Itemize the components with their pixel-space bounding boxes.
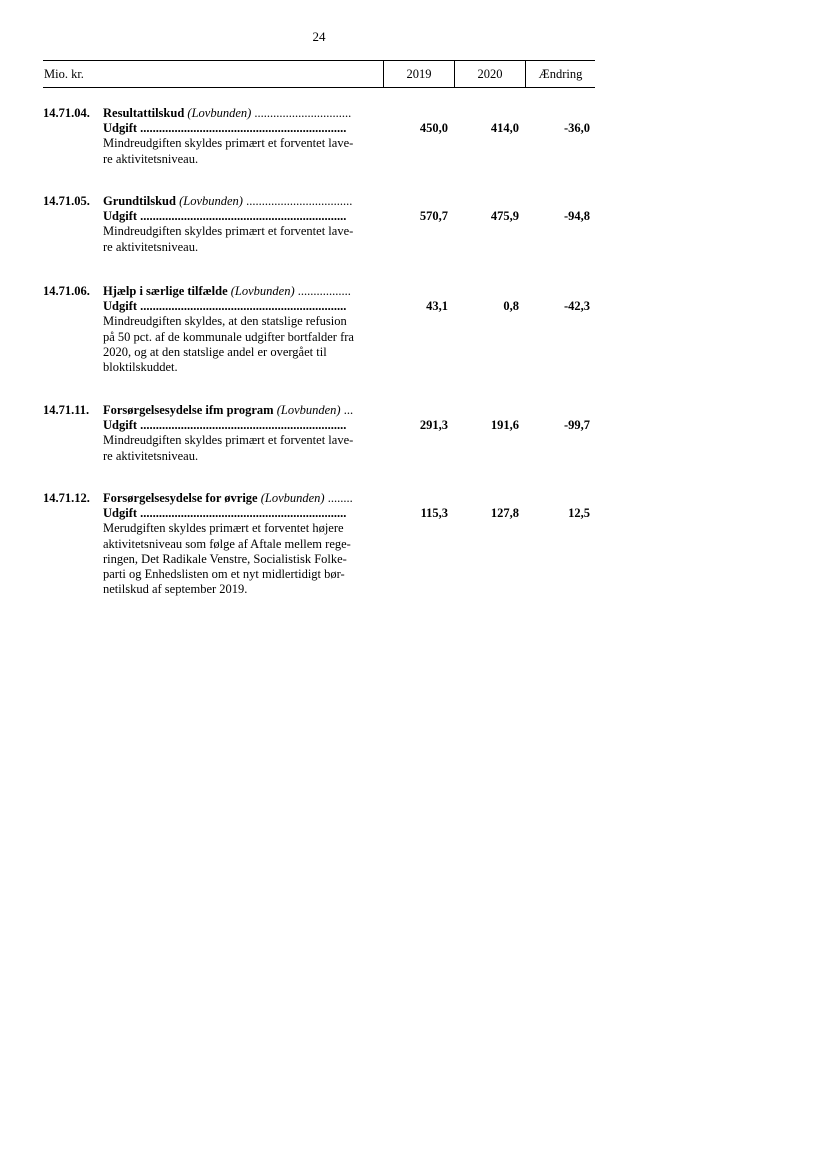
- entry-title-text: Hjælp i særlige tilfælde: [103, 284, 228, 298]
- udgift-line: [103, 209, 383, 224]
- note-row: [43, 330, 603, 345]
- indent-spacer: [43, 136, 103, 151]
- entry-title-row: [43, 106, 603, 121]
- udgift-label: Udgift: [103, 121, 138, 136]
- leader-dots: ..................................................................: [137, 209, 347, 224]
- note-row: [43, 345, 603, 360]
- udgift-label: Udgift: [103, 418, 138, 433]
- column-header-2020: 2020: [454, 61, 525, 87]
- indent-spacer: [43, 224, 103, 239]
- budget-entry: [43, 491, 603, 597]
- note-row: [43, 552, 603, 567]
- indent-spacer: [43, 345, 103, 360]
- table-header: [43, 60, 595, 88]
- column-header-change: Ændring: [525, 61, 595, 87]
- explanatory-note-line: Mindreudgiften skyldes, at den statslige refusion: [103, 314, 347, 329]
- entry-qualifier: (Lovbunden): [179, 194, 243, 208]
- value-2020: 191,6: [490, 418, 519, 433]
- explanatory-note-line: Mindreudgiften skyldes primært et forventet lave-: [103, 136, 354, 151]
- indent-spacer: [43, 360, 103, 375]
- value-2020: 0,8: [503, 299, 519, 314]
- value-2019: 291,3: [419, 418, 448, 433]
- entry-title: [103, 194, 383, 209]
- value-2020: 127,8: [490, 506, 519, 521]
- entry-values: [383, 418, 590, 433]
- indent-spacer: [43, 521, 103, 536]
- entry-code: 14.71.12.: [43, 491, 90, 505]
- entry-qualifier: (Lovbunden): [230, 284, 295, 298]
- value-change: -36,0: [563, 121, 590, 136]
- value-2020: 475,9: [490, 209, 519, 224]
- note-row: [43, 360, 603, 375]
- entry-values: [383, 506, 590, 521]
- note-row: [43, 521, 603, 536]
- indent-spacer: [43, 567, 103, 582]
- indent-spacer: [43, 121, 103, 136]
- entry-title-text: Forsørgelsesydelse ifm program: [103, 403, 274, 417]
- entry-code: 14.71.04.: [43, 106, 90, 120]
- budget-entry: [43, 106, 603, 167]
- explanatory-note-line: 2020, og at den statslige andel er overgået til: [103, 344, 327, 359]
- value-2019: 450,0: [419, 121, 448, 136]
- entry-title: [103, 491, 383, 506]
- column-header-2019: 2019: [383, 61, 454, 87]
- leader-dots: ..................................................................: [137, 506, 347, 521]
- page-number: 24: [312, 29, 326, 44]
- budget-entry: [43, 284, 603, 375]
- value-2020: 414,0: [490, 121, 519, 136]
- entry-values: [383, 121, 590, 136]
- explanatory-note-line: ringen, Det Radikale Venstre, Socialistisk Folke-: [103, 551, 347, 566]
- explanatory-note-line: re aktivitetsniveau.: [103, 239, 199, 254]
- indent-spacer: [43, 552, 103, 567]
- budget-entry: [43, 403, 603, 464]
- value-2019: 570,7: [419, 209, 448, 224]
- value-change: -99,7: [563, 418, 590, 433]
- note-row: [43, 582, 603, 597]
- explanatory-note-line: på 50 pct. af de kommunale udgifter bortfalder fra: [103, 329, 354, 344]
- entry-values: [383, 209, 590, 224]
- explanatory-note-line: re aktivitetsniveau.: [103, 448, 199, 463]
- note-row: [43, 240, 603, 255]
- note-row: [43, 433, 603, 448]
- entry-title-row: [43, 491, 603, 506]
- udgift-line: [103, 418, 383, 433]
- entry-code: 14.71.06.: [43, 284, 90, 298]
- entry-title-row: [43, 194, 603, 209]
- leader-dots: .................: [294, 284, 351, 298]
- value-change: 12,5: [568, 506, 590, 521]
- entry-qualifier: (Lovbunden): [260, 491, 325, 505]
- entry-title-row: [43, 403, 603, 418]
- value-change: -94,8: [563, 209, 590, 224]
- indent-spacer: [43, 330, 103, 345]
- note-row: [43, 224, 603, 239]
- leader-dots: ...............................: [251, 106, 352, 120]
- indent-spacer: [43, 433, 103, 448]
- indent-spacer: [43, 449, 103, 464]
- leader-dots: ........: [324, 491, 353, 505]
- entry-code: 14.71.11.: [43, 403, 90, 417]
- explanatory-note-line: netilskud af september 2019.: [103, 582, 248, 597]
- udgift-line: [103, 506, 383, 521]
- leader-dots: ...: [340, 403, 354, 417]
- value-2019: 115,3: [420, 506, 448, 521]
- note-row: [43, 152, 603, 167]
- entry-qualifier: (Lovbunden): [187, 106, 252, 120]
- entry-title-text: Grundtilskud: [103, 194, 176, 208]
- leader-dots: ..................................................................: [137, 418, 347, 433]
- entry-title-text: Resultattilskud: [103, 106, 185, 120]
- leader-dots: ..................................................................: [137, 121, 347, 136]
- unit-label: Mio. kr.: [44, 66, 84, 81]
- note-row: [43, 136, 603, 151]
- indent-spacer: [43, 209, 103, 224]
- entry-title: [103, 106, 383, 121]
- explanatory-note-line: bloktilskuddet.: [103, 360, 178, 375]
- leader-dots: ..................................................................: [137, 299, 347, 314]
- entry-code: 14.71.05.: [43, 194, 90, 208]
- leader-dots: ..................................: [242, 194, 353, 208]
- udgift-label: Udgift: [103, 299, 138, 314]
- budget-entry: [43, 194, 603, 255]
- entry-title-text: Forsørgelsesydelse for øvrige: [103, 491, 258, 505]
- udgift-line: [103, 121, 383, 136]
- explanatory-note-line: re aktivitetsniveau.: [103, 151, 199, 166]
- note-row: [43, 314, 603, 329]
- entry-title-row: [43, 284, 603, 299]
- value-change: -42,3: [563, 299, 590, 314]
- note-row: [43, 449, 603, 464]
- indent-spacer: [43, 240, 103, 255]
- explanatory-note-line: Mindreudgiften skyldes primært et forventet lave-: [103, 433, 354, 448]
- indent-spacer: [43, 506, 103, 521]
- entry-qualifier: (Lovbunden): [276, 403, 341, 417]
- note-row: [43, 537, 603, 552]
- indent-spacer: [43, 582, 103, 597]
- indent-spacer: [43, 299, 103, 314]
- udgift-line: [103, 299, 383, 314]
- value-2019: 43,1: [426, 299, 448, 314]
- entry-title: [103, 284, 383, 299]
- entry-title: [103, 403, 383, 418]
- entry-values: [383, 299, 590, 314]
- udgift-label: Udgift: [103, 506, 138, 521]
- indent-spacer: [43, 314, 103, 329]
- note-row: [43, 567, 603, 582]
- indent-spacer: [43, 152, 103, 167]
- udgift-label: Udgift: [103, 209, 138, 224]
- explanatory-note-line: parti og Enhedslisten om et nyt midlertidigt bør-: [103, 567, 345, 582]
- indent-spacer: [43, 418, 103, 433]
- indent-spacer: [43, 537, 103, 552]
- explanatory-note-line: Merudgiften skyldes primært et forventet højere: [103, 521, 344, 536]
- explanatory-note-line: aktivitetsniveau som følge af Aftale mellem rege-: [103, 536, 351, 551]
- explanatory-note-line: Mindreudgiften skyldes primært et forventet lave-: [103, 224, 354, 239]
